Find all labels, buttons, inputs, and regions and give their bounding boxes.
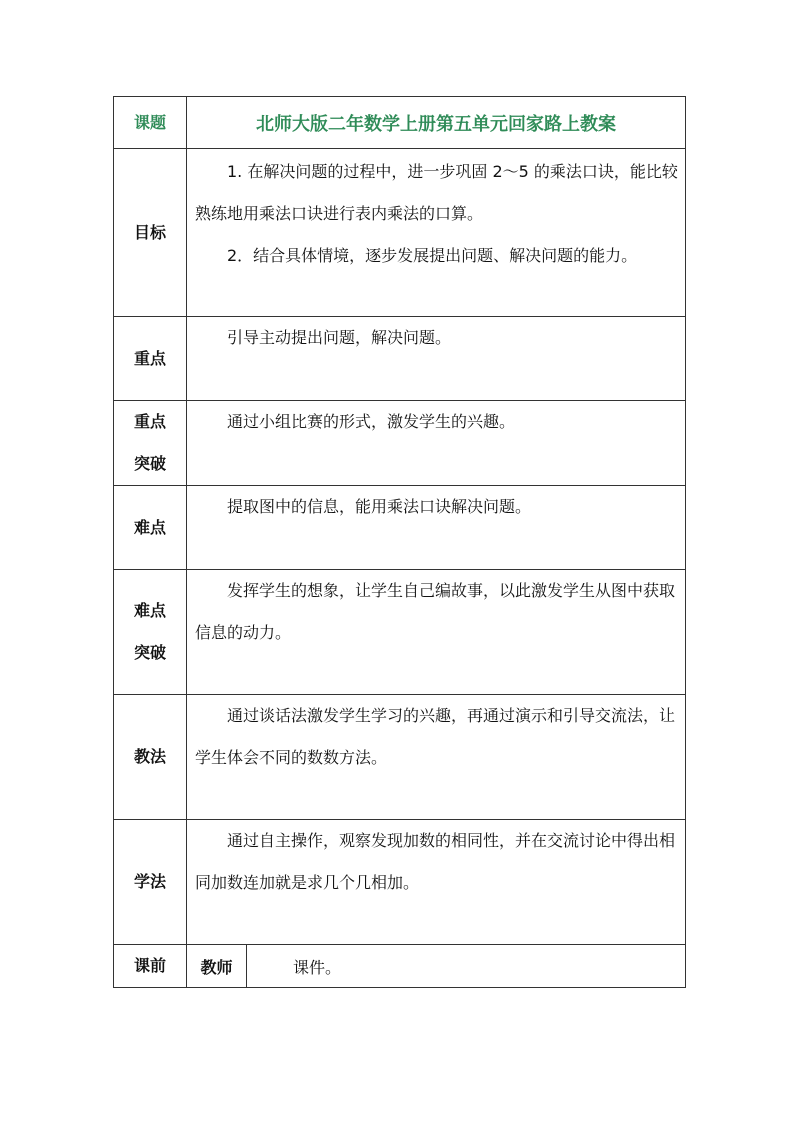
key-break-label-text: 重点突破 — [134, 412, 167, 473]
learn-content — [187, 820, 686, 945]
key-break-text: 通过小组比赛的形式，激发学生的兴趣。 — [227, 412, 516, 431]
hard-text: 提取图中的信息，能用乘法口诀解决问题。 — [227, 497, 532, 516]
teacher-label: 教师 — [187, 945, 247, 988]
hard-break-content — [187, 570, 686, 695]
learn-label: 学法 — [114, 820, 187, 945]
learn-text: 通过自主操作，观察发现加数的相同性，并在交流讨论中得出相同加数连加就是求几个几相加。 — [195, 831, 676, 892]
lesson-title: 北师大版二年数学上册第五单元回家路上教案 — [187, 97, 686, 149]
prep-label: 课前 — [114, 945, 187, 988]
key-content — [187, 317, 686, 401]
lesson-plan-table — [113, 96, 686, 988]
key-text: 引导主动提出问题，解决问题。 — [227, 328, 452, 347]
goal-line-2: 2．结合具体情境，逐步发展提出问题、解决问题的能力。 — [227, 246, 638, 265]
teach-label: 教法 — [114, 695, 187, 820]
hard-break-label — [114, 570, 187, 695]
prep-row — [114, 945, 686, 988]
hard-break-label-text: 难点突破 — [134, 601, 167, 662]
title-row — [114, 97, 686, 149]
goal-label: 目标 — [114, 149, 187, 317]
key-row — [114, 317, 686, 401]
teach-content — [187, 695, 686, 820]
key-label: 重点 — [114, 317, 187, 401]
teach-row — [114, 695, 686, 820]
title-label: 课题 — [114, 97, 187, 149]
teacher-text: 课件。 — [247, 945, 686, 988]
key-break-label — [114, 401, 187, 486]
key-break-content — [187, 401, 686, 486]
hard-break-row — [114, 570, 686, 695]
key-break-row — [114, 401, 686, 486]
teach-text: 通过谈话法激发学生学习的兴趣，再通过演示和引导交流法，让学生体会不同的数数方法。 — [195, 706, 676, 767]
goal-content — [187, 149, 686, 317]
hard-row — [114, 486, 686, 570]
goal-row — [114, 149, 686, 317]
hard-label: 难点 — [114, 486, 187, 570]
hard-content — [187, 486, 686, 570]
goal-line-1: 1. 在解决问题的过程中，进一步巩固 2～5 的乘法口诀，能比较熟练地用乘法口诀进行表内乘法的口算。 — [195, 162, 678, 223]
hard-break-text: 发挥学生的想象，让学生自己编故事，以此激发学生从图中获取信息的动力。 — [195, 581, 676, 642]
learn-row — [114, 820, 686, 945]
